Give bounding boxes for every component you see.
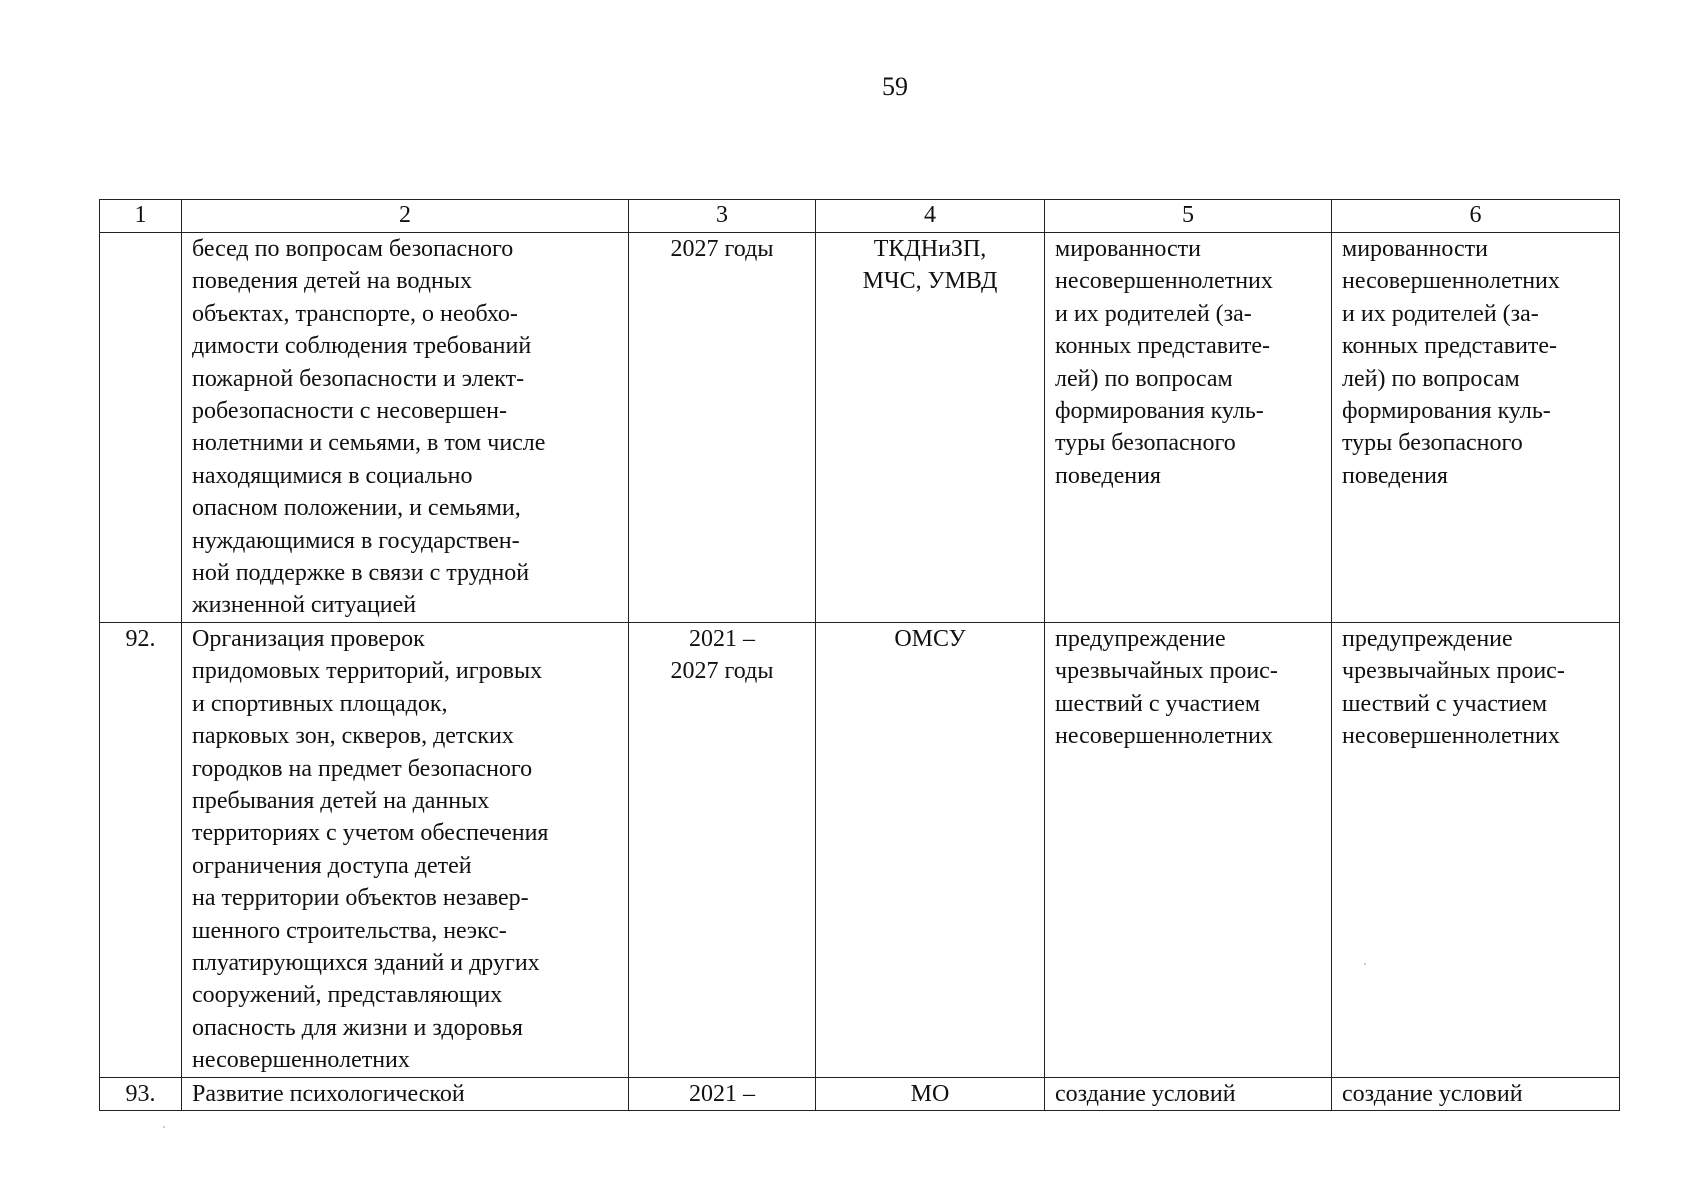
row-number: 92.	[100, 622, 182, 1077]
column-header-2: 2	[182, 200, 629, 233]
result-cell: предупреждение чрезвычайных проис- шествий с участием несовершеннолетних	[1045, 622, 1332, 1077]
column-header-3: 3	[629, 200, 816, 233]
row-number: 93.	[100, 1077, 182, 1110]
table-row	[100, 1077, 1620, 1110]
executors-cell: МО	[816, 1077, 1045, 1110]
page-number: 59	[882, 72, 908, 101]
row-number	[100, 233, 182, 623]
executors-cell: ТКДНиЗП, МЧС, УМВД	[816, 233, 1045, 623]
period-cell: 2027 годы	[629, 233, 816, 623]
activity-cell: Развитие психологической	[182, 1077, 629, 1110]
column-header-1: 1	[100, 200, 182, 233]
indicator-cell: мированности несовершеннолетних и их родителей (за- конных представите- лей) по вопросам формирования куль- туры безопасного поведения	[1332, 233, 1620, 623]
period-cell: 2021 –	[629, 1077, 816, 1110]
table-header-row	[100, 200, 1620, 233]
result-cell: создание условий	[1045, 1077, 1332, 1110]
table-row	[100, 622, 1620, 1077]
scan-speck	[1364, 963, 1366, 965]
executors-cell: ОМСУ	[816, 622, 1045, 1077]
table-row	[100, 233, 1620, 623]
activity-cell: Организация проверок придомовых территорий, игровых и спортивных площадок, парковых зон, скверов, детских городков на предмет безопасного пребывания детей на данных территориях с учетом обеспечения ограничения доступа детей на территории объектов незавер- шенного строительства, неэкс- плуатирующихся зданий и других сооружений, представляющих опасность для жизни и здоровья несовершеннолетних	[182, 622, 629, 1077]
column-header-6: 6	[1332, 200, 1620, 233]
result-cell: мированности несовершеннолетних и их родителей (за- конных представите- лей) по вопросам формирования куль- туры безопасного поведения	[1045, 233, 1332, 623]
period-cell: 2021 – 2027 годы	[629, 622, 816, 1077]
indicator-cell: предупреждение чрезвычайных проис- шествий с участием несовершеннолетних	[1332, 622, 1620, 1077]
column-header-4: 4	[816, 200, 1045, 233]
plan-table	[99, 199, 1620, 1111]
scan-speck	[163, 1126, 165, 1128]
column-header-5: 5	[1045, 200, 1332, 233]
indicator-cell: создание условий	[1332, 1077, 1620, 1110]
activity-cell: бесед по вопросам безопасного поведения детей на водных объектах, транспорте, о необхо- димости соблюдения требований пожарной безопасности и элект- робезопасности с несовершен- нолетними и семьями, в том числе находящимися в социально опасном положении, и семьями, нуждающимися в государствен- ной поддержке в связи с трудной жизненной ситуацией	[182, 233, 629, 623]
